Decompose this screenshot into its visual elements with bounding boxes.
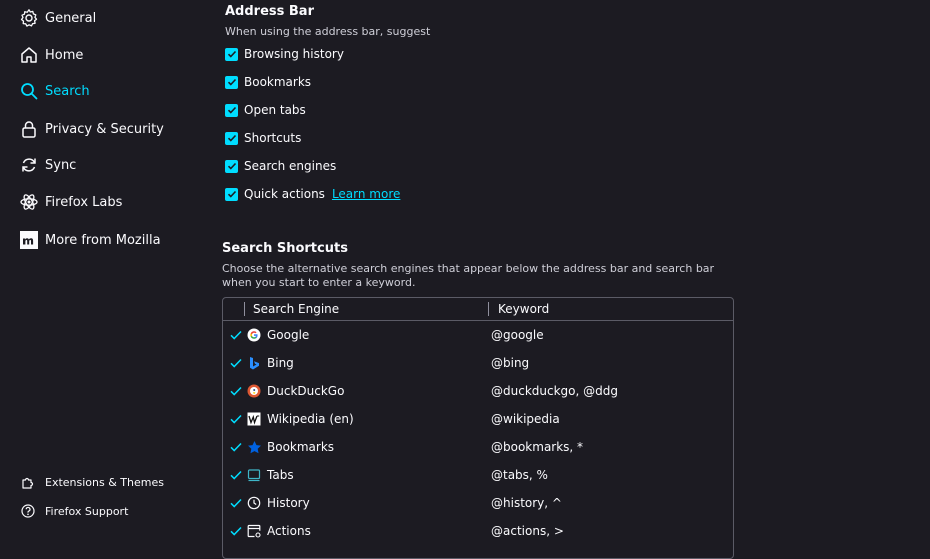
sidebar-item-home[interactable]: [0, 40, 200, 70]
engine-keyword[interactable]: @tabs, %: [491, 468, 548, 482]
learn-more-link[interactable]: Learn more: [331, 187, 401, 201]
table-row[interactable]: [223, 461, 733, 489]
table-row[interactable]: [223, 433, 733, 461]
table-row[interactable]: [223, 377, 733, 405]
search-shortcuts-description: Choose the alternative search engines that appear below the address bar and search bar when you start to enter a keyword.: [222, 262, 715, 289]
option-label: Search engines: [244, 159, 337, 173]
search-icon: [19, 81, 39, 101]
option-open-tabs[interactable]: [225, 100, 306, 120]
sidebar-item-sync[interactable]: [0, 150, 200, 180]
search-shortcuts-heading: Search Shortcuts: [222, 241, 348, 256]
engine-name: Tabs: [267, 468, 294, 482]
column-header-keyword[interactable]: Keyword: [498, 302, 550, 316]
option-bookmarks[interactable]: [225, 72, 311, 92]
gear-icon: [19, 8, 39, 28]
engine-keyword[interactable]: @wikipedia: [491, 412, 560, 426]
table-row[interactable]: [223, 321, 733, 349]
option-browsing-history[interactable]: [225, 44, 344, 64]
check-icon[interactable]: [229, 524, 243, 538]
help-icon: [20, 503, 36, 519]
engine-name: Actions: [267, 524, 311, 538]
option-label: Browsing history: [244, 47, 344, 61]
wikipedia-icon: [246, 411, 262, 427]
sidebar-footer-label: Firefox Support: [45, 504, 129, 518]
sidebar-item-firefox-labs[interactable]: [0, 187, 200, 217]
sidebar-firefox-support[interactable]: [0, 500, 200, 522]
table-row[interactable]: [223, 517, 733, 545]
sidebar-item-more-from-mozilla[interactable]: [0, 225, 200, 255]
engine-name: Bookmarks: [267, 440, 335, 454]
engine-name: Wikipedia (en): [267, 412, 354, 426]
engine-name: Bing: [267, 356, 294, 370]
engine-keyword[interactable]: @google: [491, 328, 544, 342]
address-bar-heading: Address Bar: [225, 4, 314, 19]
sidebar-item-label: Search: [45, 83, 90, 99]
bing-icon: [246, 355, 262, 371]
column-separator: [244, 302, 245, 316]
duckduckgo-icon: [246, 383, 262, 399]
option-label: Quick actions: [244, 187, 325, 201]
engine-keyword[interactable]: @history, ^: [491, 496, 562, 510]
table-row[interactable]: [223, 489, 733, 517]
option-shortcuts[interactable]: [225, 128, 301, 148]
sidebar-item-label: General: [45, 10, 97, 26]
checkbox[interactable]: [225, 76, 238, 89]
actions-icon: [246, 523, 262, 539]
sidebar-item-privacy[interactable]: [0, 114, 200, 144]
puzzle-icon: [20, 474, 36, 490]
check-icon[interactable]: [229, 468, 243, 482]
check-icon[interactable]: [229, 328, 243, 342]
check-icon[interactable]: [229, 440, 243, 454]
option-quick-actions[interactable]: [225, 184, 400, 204]
checkbox[interactable]: [225, 132, 238, 145]
sync-icon: [19, 155, 39, 175]
engine-keyword[interactable]: @actions, >: [491, 524, 564, 538]
option-search-engines[interactable]: [225, 156, 336, 176]
checkbox[interactable]: [225, 104, 238, 117]
sidebar-extensions-themes[interactable]: [0, 471, 200, 493]
address-bar-subtitle: When using the address bar, suggest: [225, 25, 431, 38]
history-icon: [246, 495, 262, 511]
table-row[interactable]: [223, 405, 733, 433]
engine-keyword[interactable]: @duckduckgo, @ddg: [491, 384, 618, 398]
column-separator: [488, 302, 489, 316]
checkbox[interactable]: [225, 188, 238, 201]
sidebar-item-label: Sync: [45, 157, 77, 173]
check-icon[interactable]: [229, 496, 243, 510]
engine-keyword[interactable]: @bookmarks, *: [491, 440, 584, 454]
option-label: Bookmarks: [244, 75, 312, 89]
sidebar-item-label: Home: [45, 47, 84, 63]
home-icon: [19, 45, 39, 65]
sidebar-footer-label: Extensions & Themes: [45, 475, 164, 489]
sidebar: [0, 0, 200, 549]
sidebar-item-search[interactable]: [0, 76, 200, 106]
engine-keyword[interactable]: @bing: [491, 356, 530, 370]
table-row[interactable]: [223, 349, 733, 377]
engine-name: Google: [267, 328, 310, 342]
sidebar-item-general[interactable]: [0, 3, 200, 33]
engine-name: History: [267, 496, 310, 510]
star-icon: [246, 439, 262, 455]
table-header: [223, 298, 733, 321]
check-icon[interactable]: [229, 384, 243, 398]
google-icon: [246, 327, 262, 343]
checkbox[interactable]: [225, 48, 238, 61]
check-icon[interactable]: [229, 412, 243, 426]
tabs-icon: [246, 467, 262, 483]
sidebar-item-label: More from Mozilla: [45, 232, 161, 248]
search-shortcuts-table: [222, 297, 734, 559]
sidebar-item-label: Privacy & Security: [45, 121, 164, 137]
check-icon[interactable]: [229, 356, 243, 370]
option-label: Open tabs: [244, 103, 306, 117]
mozilla-icon: [19, 230, 39, 250]
engine-name: DuckDuckGo: [267, 384, 345, 398]
option-label: Shortcuts: [244, 131, 302, 145]
flask-icon: [19, 192, 39, 212]
checkbox[interactable]: [225, 160, 238, 173]
column-header-search-engine[interactable]: Search Engine: [253, 302, 340, 316]
lock-icon: [19, 119, 39, 139]
sidebar-item-label: Firefox Labs: [45, 194, 123, 210]
